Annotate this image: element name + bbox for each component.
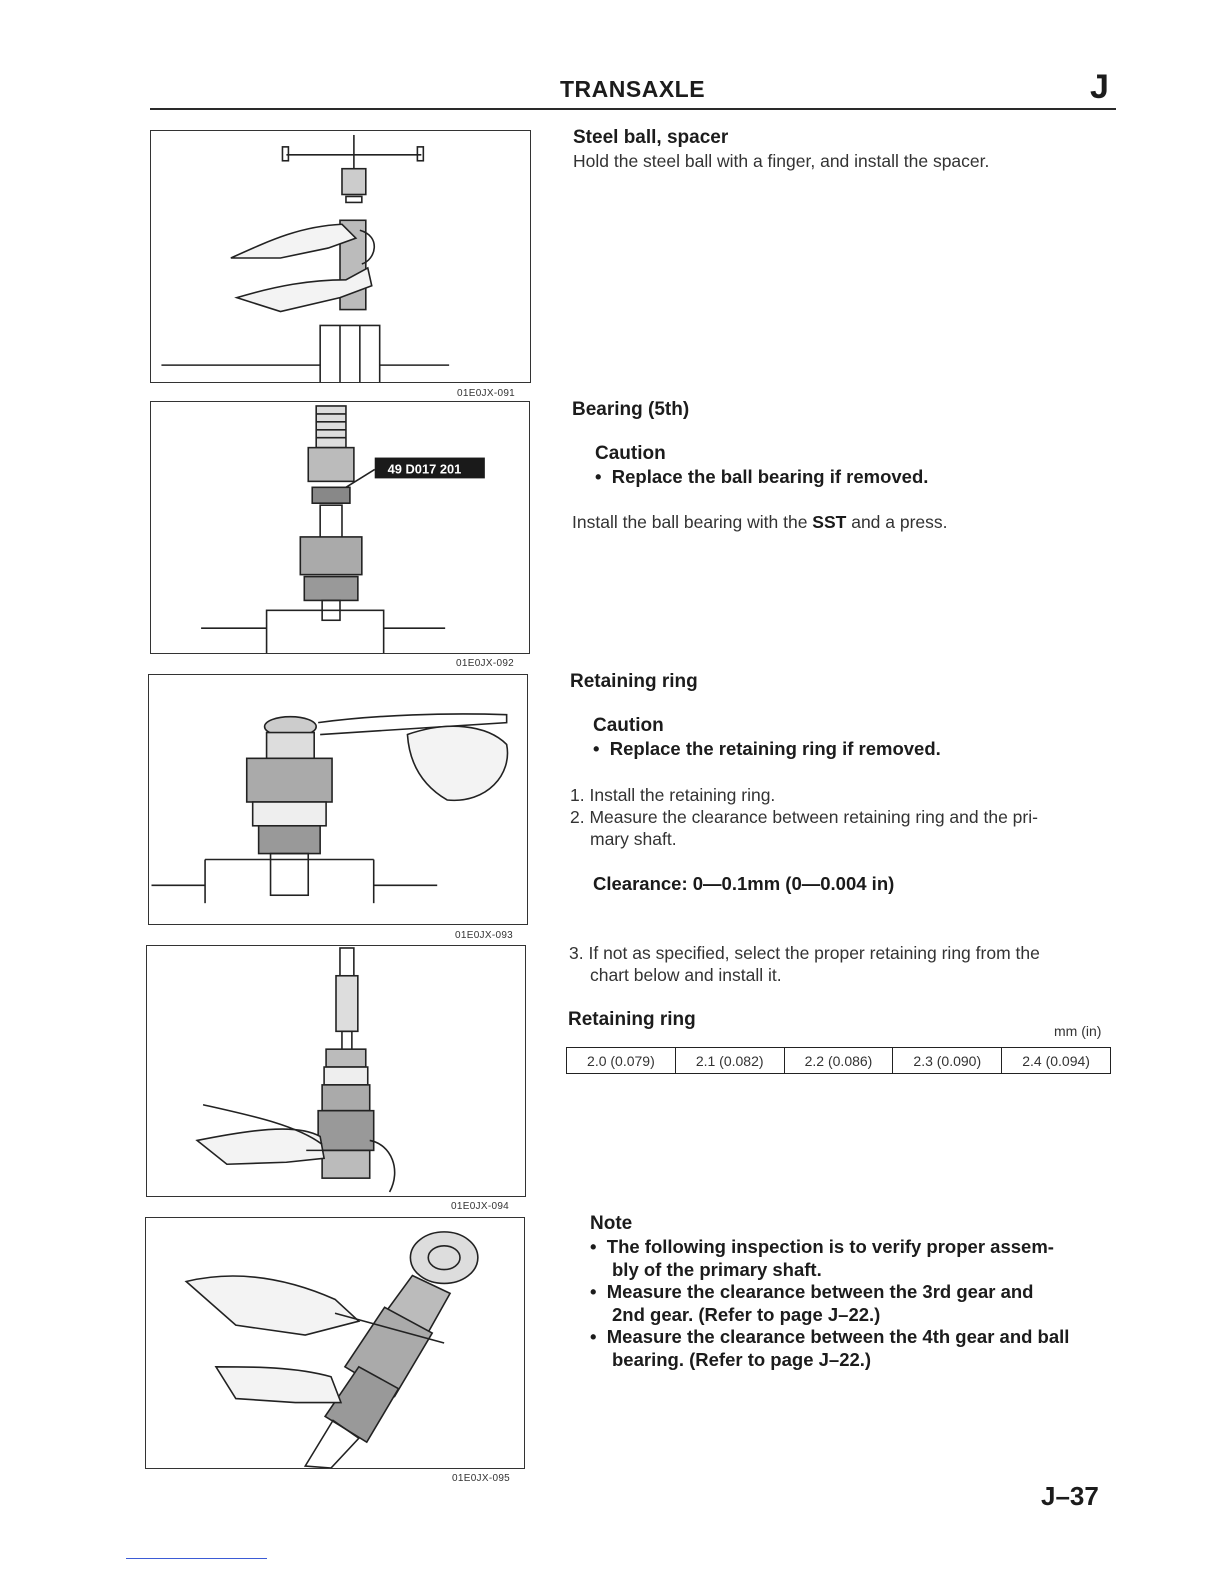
figure-code: 01E0JX-095	[452, 1473, 511, 1484]
section-heading-steel-ball: Steel ball, spacer	[573, 127, 729, 148]
figure-code: 01E0JX-091	[457, 388, 516, 399]
figure-steel-ball	[150, 130, 531, 383]
section-letter: J	[1090, 68, 1109, 106]
header-rule	[150, 108, 1116, 110]
tool-number-label: 49 D017 201	[387, 461, 462, 477]
table-cell: 2.4 (0.094)	[1002, 1048, 1111, 1074]
table-cell: 2.2 (0.086)	[784, 1048, 893, 1074]
figure-code: 01E0JX-092	[456, 658, 515, 669]
clearance-spec: Clearance: 0—0.1mm (0—0.004 in)	[593, 873, 895, 894]
note-item: • The following inspection is to verify proper assem- bly of the primary shaft.	[590, 1236, 1054, 1280]
figure-code: 01E0JX-093	[455, 930, 514, 941]
bullet-icon: •	[593, 738, 610, 759]
table-cell: 2.3 (0.090)	[893, 1048, 1002, 1074]
clearance-measure-illustration	[147, 946, 525, 1196]
figure-retaining-ring-install	[148, 674, 528, 925]
caution-item: • Replace the retaining ring if removed.	[593, 738, 941, 759]
figure-inspection	[145, 1217, 525, 1469]
bullet-icon: •	[595, 466, 612, 487]
caution-title: Caution	[593, 715, 664, 736]
figure-bearing-press	[150, 401, 530, 654]
bullet-icon: •	[590, 1281, 607, 1302]
figure-clearance-measure	[146, 945, 526, 1197]
table-row	[567, 1048, 1111, 1074]
caution-title: Caution	[595, 443, 666, 464]
note-item: • Measure the clearance between the 4th gear and ball bearing. (Refer to page J–22.)	[590, 1326, 1070, 1370]
bullet-icon: •	[590, 1326, 607, 1347]
table-unit: mm (in)	[1054, 1023, 1102, 1039]
retaining-ring-table	[566, 1047, 1111, 1074]
steel-ball-illustration	[151, 131, 530, 382]
footer-link-line	[126, 1558, 267, 1559]
table-heading: Retaining ring	[568, 1009, 696, 1030]
step-1: 1. Install the retaining ring.	[570, 785, 776, 805]
note-title: Note	[590, 1213, 633, 1234]
page-title: TRANSAXLE	[560, 76, 706, 102]
figure-code: 01E0JX-094	[451, 1201, 510, 1212]
caution-item: • Replace the ball bearing if removed.	[595, 466, 929, 487]
page-number: J–37	[1041, 1481, 1099, 1511]
table-cell: 2.0 (0.079)	[567, 1048, 676, 1074]
table-cell: 2.1 (0.082)	[675, 1048, 784, 1074]
section-heading-bearing: Bearing (5th)	[572, 399, 690, 420]
bearing-instruction: Install the ball bearing with the SST and a press.	[572, 512, 948, 532]
inspection-illustration	[146, 1218, 524, 1468]
section-heading-retaining-ring: Retaining ring	[570, 671, 698, 692]
note-item: • Measure the clearance between the 3rd gear and 2nd gear. (Refer to page J–22.)	[590, 1281, 1034, 1325]
bullet-icon: •	[590, 1236, 607, 1257]
steel-ball-instruction: Hold the steel ball with a finger, and install the spacer.	[573, 151, 990, 171]
step-3: 3. If not as specified, select the proper retaining ring from the chart below and install it.	[569, 943, 1040, 985]
bearing-press-illustration	[151, 402, 529, 653]
retaining-ring-illustration	[149, 675, 527, 924]
step-2: 2. Measure the clearance between retaining ring and the pri- mary shaft.	[570, 807, 1038, 849]
